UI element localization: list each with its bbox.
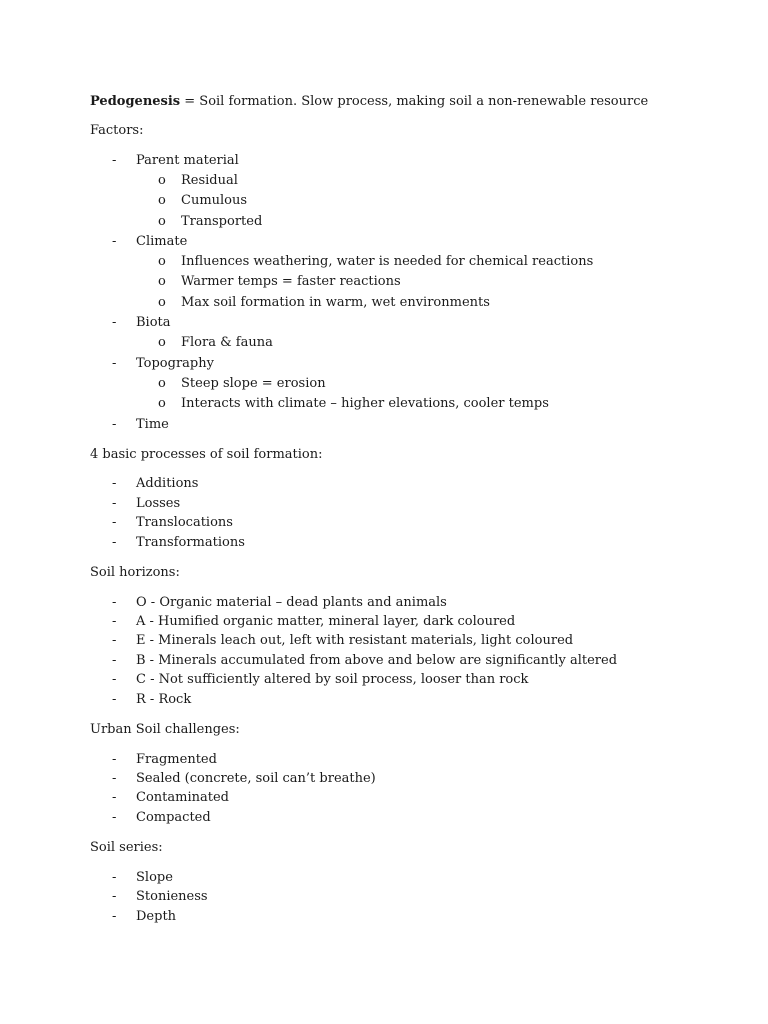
dash-marker: - — [112, 234, 117, 249]
factor-subitem: Influences weathering, water is needed for chemical reactions — [181, 254, 594, 269]
dash-marker: - — [112, 810, 117, 825]
factor-item: Climate — [136, 234, 188, 249]
horizon-item: C - Not sufficiently altered by soil process, looser than rock — [136, 672, 529, 687]
horizon-item: R - Rock — [136, 692, 192, 707]
factor-subitem: Cumulous — [181, 193, 248, 208]
horizon-item: E - Minerals leach out, left with resistant materials, light coloured — [136, 633, 574, 648]
bullet-marker: o — [158, 193, 166, 208]
dash-marker: - — [112, 653, 117, 668]
factor-subitem: Flora & fauna — [181, 335, 273, 350]
dash-marker: - — [112, 476, 117, 491]
series-item: Depth — [136, 909, 177, 924]
urban-item: Sealed (concrete, soil can’t breathe) — [136, 771, 376, 786]
series-item: Stonieness — [136, 889, 208, 904]
factor-subitem: Steep slope = erosion — [181, 376, 326, 391]
dash-marker: - — [112, 515, 117, 530]
factor-subitem: Transported — [181, 214, 263, 229]
bullet-marker: o — [158, 295, 166, 310]
bullet-marker: o — [158, 254, 166, 269]
factor-item: Topography — [136, 356, 214, 371]
horizon-item: O - Organic material – dead plants and animals — [136, 595, 447, 610]
horizon-item: B - Minerals accumulated from above and below are significantly altered — [136, 653, 618, 668]
bullet-marker: o — [158, 396, 166, 411]
bullet-marker: o — [158, 376, 166, 391]
process-item: Additions — [136, 476, 199, 491]
dash-marker: - — [112, 496, 117, 511]
factor-subitem: Max soil formation in warm, wet environments — [181, 295, 490, 310]
dash-marker: - — [112, 909, 117, 924]
series-item: Slope — [136, 870, 173, 885]
factor-subitem: Interacts with climate – higher elevations, cooler temps — [181, 396, 549, 411]
dash-marker: - — [112, 771, 117, 786]
dash-marker: - — [112, 790, 117, 805]
factor-item: Biota — [136, 315, 171, 330]
horizons-heading: Soil horizons: — [90, 565, 180, 580]
dash-marker: - — [112, 692, 117, 707]
process-item: Translocations — [136, 515, 233, 530]
dash-marker: - — [112, 672, 117, 687]
bullet-marker: o — [158, 335, 166, 350]
processes-heading: 4 basic processes of soil formation: — [90, 447, 323, 462]
dash-marker: - — [112, 595, 117, 610]
factors-heading: Factors: — [90, 123, 144, 138]
dash-marker: - — [112, 153, 117, 168]
bullet-marker: o — [158, 274, 166, 289]
urban-item: Contaminated — [136, 790, 229, 805]
bullet-marker: o — [158, 214, 166, 229]
urban-heading: Urban Soil challenges: — [90, 722, 240, 737]
dash-marker: - — [112, 889, 117, 904]
factor-item: Parent material — [136, 153, 239, 168]
intro-definition: = Soil formation. Slow process, making soil a non-renewable resource — [180, 94, 649, 109]
factor-subitem: Residual — [181, 173, 238, 188]
urban-item: Compacted — [136, 810, 211, 825]
intro-paragraph — [90, 94, 648, 110]
dash-marker: - — [112, 535, 117, 550]
horizon-item: A - Humified organic matter, mineral layer, dark coloured — [136, 614, 516, 629]
process-item: Transformations — [136, 535, 245, 550]
dash-marker: - — [112, 315, 117, 330]
bullet-marker: o — [158, 173, 166, 188]
intro-term: Pedogenesis — [90, 94, 181, 109]
dash-marker: - — [112, 870, 117, 885]
dash-marker: - — [112, 752, 117, 767]
series-heading: Soil series: — [90, 840, 163, 855]
dash-marker: - — [112, 633, 117, 648]
dash-marker: - — [112, 356, 117, 371]
process-item: Losses — [136, 496, 181, 511]
dash-marker: - — [112, 417, 117, 432]
urban-item: Fragmented — [136, 752, 217, 767]
factor-item: Time — [136, 417, 169, 432]
factor-subitem: Warmer temps = faster reactions — [181, 274, 401, 289]
dash-marker: - — [112, 614, 117, 629]
